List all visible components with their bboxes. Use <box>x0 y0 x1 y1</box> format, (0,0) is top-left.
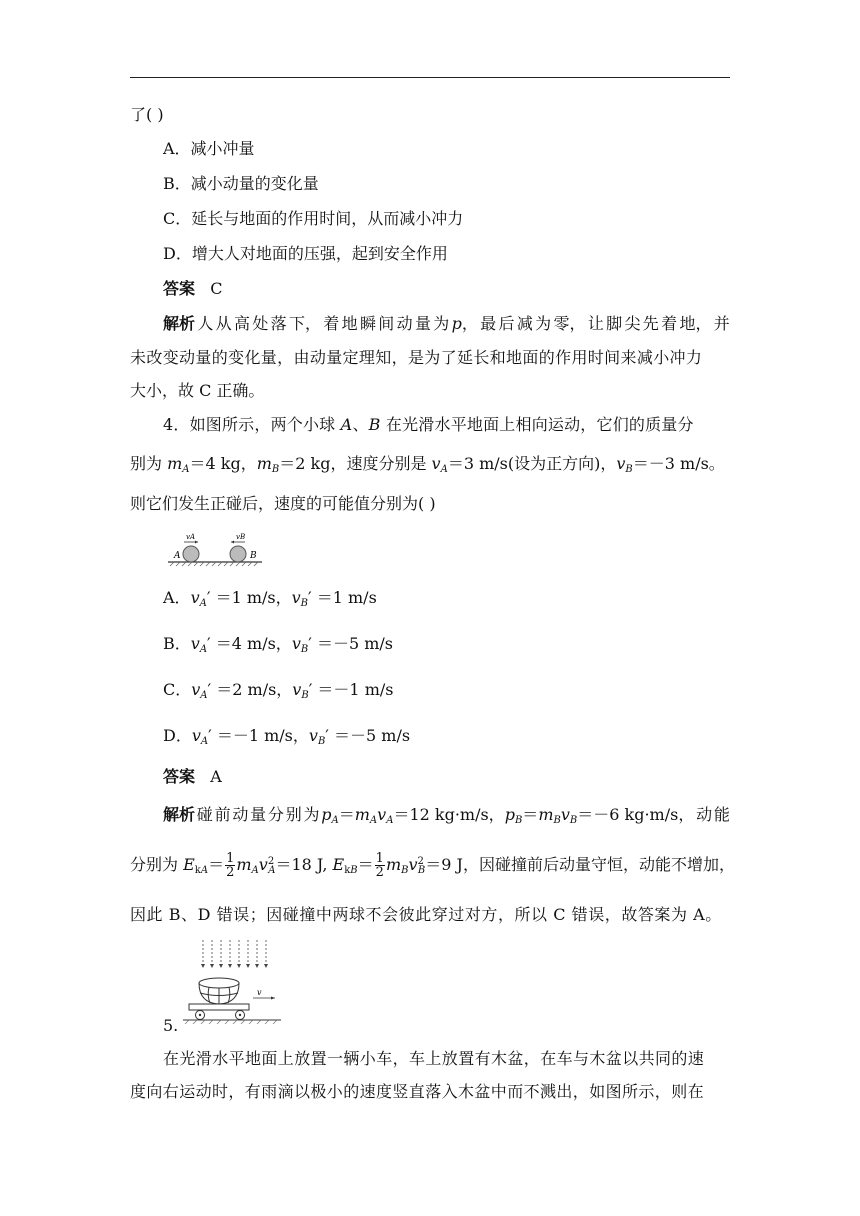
ball-b-label: B <box>250 551 257 561</box>
q4-answer-value: A <box>210 767 222 786</box>
q4-analysis-line3: 因此 B、D 错误；因碰撞中两球不会彼此穿过对方，所以 C 错误，故答案为 A。 <box>130 905 722 924</box>
q5-number: 5. <box>163 1016 179 1035</box>
q3-answer <box>163 278 223 300</box>
velocity-b-label: vB <box>236 533 246 541</box>
q3-option-b: B．减小动量的变化量 <box>163 174 319 193</box>
fraction-half: $\frac{1}{2}$ <box>375 851 384 880</box>
q3-analysis-line1: 解析 人 从 高 处 落 下， 着 地 瞬 间 动 量 为 p， 最 后 减 为 零， 让 脚 尖 先 着 地， 并 <box>163 314 730 333</box>
q4-analysis-line1: 解析 碰 前 动 量 分 别 为 $p_A=m_Av_A=12$ kg·m/s，$p_B=m_Bv_B=-6$ kg·m/s， 动 能 <box>163 804 730 832</box>
cart-velocity-label: v <box>257 988 262 997</box>
q4-option-a: A．$v_A' =1$ m/s，$v_B' =1$ m/s <box>163 588 377 609</box>
q3-option-c: C．延长与地面的作用时间，从而减小冲力 <box>163 209 464 228</box>
q4-analysis-line2: 分别为 $E_{kA}=$ $\frac{1}{2}$ $m_Av^2_A=18$ J, $E_{kB}=$ $\frac{1}{2}$ $m_Bv^2_B=9$ J，因碰撞前后动量守恒，动能不增加， <box>130 851 735 880</box>
q4-stem-line2: 别为 $m_A=4$ kg，$m_B=2$ kg，速度分别是 $v_A=3$ m/s(设为正方向)，$v_B=-3$ m/s。 <box>130 454 725 475</box>
q5-stem-line1: 在光滑水平地面上放置一辆小车，车上放置有木盆，在车与木盆以共同的速 <box>163 1049 705 1068</box>
raindrops-icon <box>203 940 266 966</box>
cart-body <box>189 1004 249 1010</box>
q3-option-d: D．增大人对地面的压强，起到安全作用 <box>163 244 448 263</box>
header-rule <box>130 77 730 78</box>
ball-a-icon <box>183 546 199 562</box>
q4-stem-line1: 4．如图所示，两个小球 A、B 在光滑水平地面上相向运动，它们的质量分 <box>163 415 694 434</box>
q4-analysis-label: 解析 <box>163 805 196 824</box>
q5-stem-line2: 度向右运动时，有雨滴以极小的速度竖直落入木盆中而不溅出，如图所示，则在 <box>130 1082 705 1101</box>
q4-answer <box>163 766 222 788</box>
q3-answer-value: C <box>210 279 223 298</box>
q3-stem-tail: 了( ) <box>130 105 164 124</box>
q4-stem-line3: 则它们发生正碰后，速度的可能值分别为( ) <box>130 494 436 513</box>
q3-analysis-label: 解析 <box>163 314 196 333</box>
velocity-a-label: vA <box>186 533 196 541</box>
q4-answer-label: 答案 <box>163 767 196 786</box>
q3-option-a: A．减小冲量 <box>163 139 255 158</box>
q3-analysis-line2: 未改变动量的变化量，由动量定理知，是为了延长和地面的作用时间来减小冲力 <box>130 348 703 367</box>
q4-option-d: D．$v_A' =-1$ m/s，$v_B' =-5$ m/s <box>163 726 411 747</box>
q5-figure-cart <box>183 936 283 1028</box>
ball-a-label: A <box>174 551 181 561</box>
ball-b-icon <box>230 546 246 562</box>
q3-analysis-line3: 大小，故 C 正确。 <box>130 381 265 400</box>
q4-figure-balls <box>166 530 266 570</box>
q4-option-b: B．$v_A' =4$ m/s，$v_B' =-5$ m/s <box>163 634 393 655</box>
q3-answer-label: 答案 <box>163 279 196 298</box>
fraction-half: $\frac{1}{2}$ <box>226 851 235 880</box>
wooden-basin-icon <box>199 978 239 1004</box>
q4-option-c: C．$v_A' =2$ m/s，$v_B' =-1$ m/s <box>163 680 394 701</box>
